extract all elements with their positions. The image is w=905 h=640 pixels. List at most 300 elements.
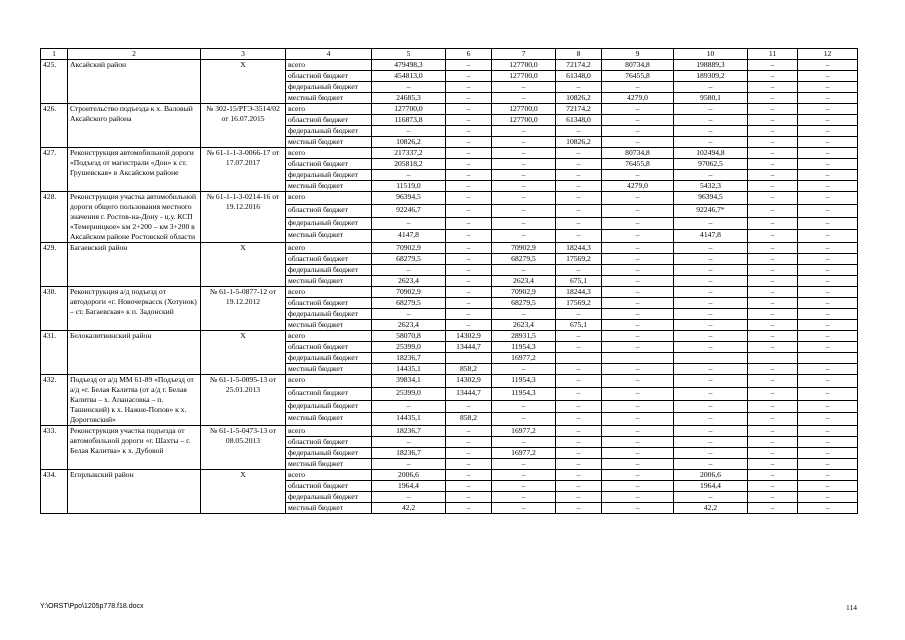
budget-value: –	[492, 459, 556, 470]
budget-value: –	[674, 342, 748, 353]
budget-value: –	[446, 104, 492, 115]
budget-value: –	[602, 492, 674, 503]
entry-name: Реконструкция участка подъезда от автомобильной дороги «г. Шахты – г. Белая Калитва» к х. Дубовой	[68, 426, 201, 470]
column-number: 3	[201, 49, 286, 60]
budget-value: –	[556, 82, 602, 93]
budget-value: 61348,0	[556, 71, 602, 82]
budget-value: –	[798, 448, 858, 459]
budget-value: –	[446, 426, 492, 437]
budget-value: –	[798, 413, 858, 426]
budget-value: 9580,1	[674, 93, 748, 104]
budget-value: –	[602, 387, 674, 400]
budget-value: 13444,7	[446, 387, 492, 400]
budget-value: –	[492, 93, 556, 104]
budget-value: 127700,0	[492, 60, 556, 71]
budget-value: –	[446, 192, 492, 205]
budget-value: –	[446, 320, 492, 331]
budget-value: –	[674, 243, 748, 254]
budget-value: –	[602, 342, 674, 353]
budget-value: 11519,0	[372, 181, 446, 192]
budget-value: 1964,4	[674, 481, 748, 492]
budget-value: 2623,4	[372, 276, 446, 287]
entry-name: Егорлыкский район	[68, 470, 201, 514]
budget-type: федеральный бюджет	[286, 265, 372, 276]
budget-value: –	[446, 400, 492, 413]
budget-value: –	[446, 60, 492, 71]
budget-value: –	[602, 104, 674, 115]
budget-value: –	[372, 126, 446, 137]
budget-value: –	[748, 342, 798, 353]
budget-value: 205818,2	[372, 159, 446, 170]
entry-document: № 61-1-1-3-0214-16 от 19.12.2016	[201, 192, 286, 243]
budget-value: 11954,3	[492, 375, 556, 388]
budget-value: 2623,4	[492, 320, 556, 331]
budget-value: –	[492, 170, 556, 181]
budget-value: –	[492, 82, 556, 93]
budget-value: 10826,2	[372, 137, 446, 148]
budget-value: –	[602, 265, 674, 276]
budget-value: –	[748, 309, 798, 320]
table-row	[41, 375, 858, 388]
budget-value: 18244,3	[556, 287, 602, 298]
entry-document: № 302-15/РГЭ-3514/02 от 16.07.2015	[201, 104, 286, 148]
budget-value: –	[556, 126, 602, 137]
budget-value: –	[446, 448, 492, 459]
table-row	[41, 104, 858, 115]
budget-value: –	[798, 298, 858, 309]
entry-number: 434.	[41, 470, 68, 514]
budget-value: –	[602, 459, 674, 470]
budget-value: 42,2	[372, 503, 446, 514]
budget-value: 858,2	[446, 413, 492, 426]
budget-value: –	[602, 82, 674, 93]
budget-value: 2623,4	[492, 276, 556, 287]
budget-type: всего	[286, 426, 372, 437]
budget-type: федеральный бюджет	[286, 309, 372, 320]
budget-value: –	[674, 437, 748, 448]
budget-value: 454813,0	[372, 71, 446, 82]
budget-value: –	[556, 387, 602, 400]
budget-value: –	[674, 387, 748, 400]
entry-number: 430.	[41, 287, 68, 331]
entry-name: Реконструкция участка автомобильной дороги общего пользования местного значения г. Ростов-на-Дону - ц.у. КСП «Темерницкое» км 2+200 – км 3+200 в Аксайском районе Ростовской области	[68, 192, 201, 243]
budget-value: –	[492, 492, 556, 503]
budget-value: –	[556, 331, 602, 342]
budget-type: местный бюджет	[286, 320, 372, 331]
budget-value: –	[674, 375, 748, 388]
budget-value: –	[602, 331, 674, 342]
budget-value: –	[748, 126, 798, 137]
budget-value: –	[674, 104, 748, 115]
budget-type: местный бюджет	[286, 181, 372, 192]
table-row	[41, 192, 858, 205]
budget-value	[798, 353, 858, 364]
budget-value: –	[556, 230, 602, 243]
budget-value: –	[798, 276, 858, 287]
budget-value: 18236,7	[372, 448, 446, 459]
budget-value: –	[602, 204, 674, 217]
budget-value: –	[674, 426, 748, 437]
budget-value: –	[446, 470, 492, 481]
budget-type: областной бюджет	[286, 342, 372, 353]
budget-value: –	[748, 298, 798, 309]
budget-value: –	[748, 481, 798, 492]
budget-value: –	[446, 287, 492, 298]
budget-value: –	[748, 254, 798, 265]
budget-value: –	[798, 71, 858, 82]
budget-value: 92246,7	[372, 204, 446, 217]
budget-value: 4279,0	[602, 181, 674, 192]
budget-value: –	[674, 287, 748, 298]
budget-value: –	[446, 204, 492, 217]
budget-value: –	[602, 298, 674, 309]
budget-type: местный бюджет	[286, 503, 372, 514]
budget-value: –	[372, 217, 446, 230]
budget-value: 4147,8	[372, 230, 446, 243]
entry-document: № 61-1-5-0877-12 от 19.12.2012	[201, 287, 286, 331]
budget-value: –	[602, 230, 674, 243]
budget-value: –	[798, 375, 858, 388]
budget-value: 70902,9	[492, 287, 556, 298]
budget-value: –	[798, 331, 858, 342]
budget-value: –	[492, 159, 556, 170]
budget-value: –	[446, 230, 492, 243]
budget-value	[674, 353, 748, 364]
budget-value: –	[798, 437, 858, 448]
budget-value: 14435,1	[372, 364, 446, 375]
budget-value: –	[674, 276, 748, 287]
budget-value: 11954,3	[492, 387, 556, 400]
budget-value: 92246,7*	[674, 204, 748, 217]
budget-value: 14302,9	[446, 331, 492, 342]
budget-value: –	[798, 60, 858, 71]
budget-value: 10826,2	[556, 93, 602, 104]
budget-value: 17569,2	[556, 254, 602, 265]
entry-number: 427.	[41, 148, 68, 192]
budget-value: –	[602, 276, 674, 287]
entry-name: Аксайский район	[68, 60, 201, 104]
column-number: 11	[748, 49, 798, 60]
budget-value: –	[748, 93, 798, 104]
budget-value: 76455,8	[602, 71, 674, 82]
budget-value: –	[556, 217, 602, 230]
entry-name: Белокалитвинский район	[68, 331, 201, 375]
budget-value: 72174,2	[556, 104, 602, 115]
budget-value: –	[798, 503, 858, 514]
budget-value: –	[798, 459, 858, 470]
budget-value: –	[556, 181, 602, 192]
budget-value: –	[492, 181, 556, 192]
budget-type: всего	[286, 331, 372, 342]
entry-document: № 61-1-1-3-0066-17 от 17.07.2017	[201, 148, 286, 192]
budget-value: –	[748, 400, 798, 413]
budget-value: 127700,0	[372, 104, 446, 115]
budget-value: 68279,5	[492, 254, 556, 265]
budget-value: –	[748, 230, 798, 243]
budget-type: областной бюджет	[286, 387, 372, 400]
budget-value: –	[556, 459, 602, 470]
budget-value: –	[446, 503, 492, 514]
budget-value: –	[492, 400, 556, 413]
budget-type: федеральный бюджет	[286, 400, 372, 413]
budget-value: –	[492, 364, 556, 375]
budget-type: федеральный бюджет	[286, 170, 372, 181]
budget-value: –	[798, 320, 858, 331]
budget-value: –	[372, 437, 446, 448]
budget-value: –	[602, 309, 674, 320]
budget-value: 479498,3	[372, 60, 446, 71]
budget-value: –	[674, 217, 748, 230]
budget-value: –	[556, 309, 602, 320]
budget-value: –	[748, 426, 798, 437]
budget-value: –	[492, 481, 556, 492]
budget-value: –	[748, 159, 798, 170]
budget-value: –	[492, 204, 556, 217]
budget-value: 217337,2	[372, 148, 446, 159]
budget-value: 5432,3	[674, 181, 748, 192]
budget-value: –	[798, 137, 858, 148]
budget-type: всего	[286, 148, 372, 159]
budget-value: 11954,3	[492, 342, 556, 353]
column-number: 5	[372, 49, 446, 60]
budget-value: –	[492, 265, 556, 276]
budget-value: –	[556, 265, 602, 276]
budget-value: –	[798, 104, 858, 115]
budget-value: –	[748, 265, 798, 276]
budget-value: –	[602, 320, 674, 331]
budget-value: 96394,5	[674, 192, 748, 205]
budget-value: –	[372, 459, 446, 470]
column-number: 7	[492, 49, 556, 60]
budget-value: –	[446, 126, 492, 137]
table-row	[41, 60, 858, 71]
entry-number: 431.	[41, 331, 68, 375]
budget-value: –	[492, 470, 556, 481]
budget-type: областной бюджет	[286, 298, 372, 309]
budget-value: –	[798, 192, 858, 205]
budget-value: –	[674, 170, 748, 181]
budget-value: –	[748, 387, 798, 400]
budget-value: –	[372, 82, 446, 93]
budget-value: –	[556, 470, 602, 481]
budget-value: –	[446, 481, 492, 492]
budget-value: –	[748, 492, 798, 503]
entry-document: Х	[201, 60, 286, 104]
budget-value: –	[492, 309, 556, 320]
budget-value: –	[748, 192, 798, 205]
budget-value: –	[674, 331, 748, 342]
budget-value: –	[372, 265, 446, 276]
budget-type: всего	[286, 243, 372, 254]
budget-type: федеральный бюджет	[286, 126, 372, 137]
budget-value: –	[492, 413, 556, 426]
budget-value: –	[372, 309, 446, 320]
budget-value: –	[602, 437, 674, 448]
budget-value: –	[674, 82, 748, 93]
budget-value: –	[602, 115, 674, 126]
entry-number: 429.	[41, 243, 68, 287]
budget-type: местный бюджет	[286, 230, 372, 243]
budget-value: –	[798, 243, 858, 254]
budget-value: 25399,0	[372, 342, 446, 353]
column-number: 1	[41, 49, 68, 60]
budget-value: –	[446, 265, 492, 276]
budget-type: федеральный бюджет	[286, 353, 372, 364]
budget-value: –	[446, 492, 492, 503]
budget-value: –	[602, 192, 674, 205]
budget-value: –	[798, 159, 858, 170]
budget-value: –	[556, 364, 602, 375]
budget-type: областной бюджет	[286, 115, 372, 126]
budget-value: 70902,9	[372, 287, 446, 298]
budget-value: –	[602, 243, 674, 254]
budget-value: –	[556, 426, 602, 437]
budget-value: –	[748, 437, 798, 448]
budget-type: областной бюджет	[286, 481, 372, 492]
budget-type: областной бюджет	[286, 159, 372, 170]
budget-value: –	[446, 437, 492, 448]
budget-type: всего	[286, 287, 372, 298]
entry-number: 433.	[41, 426, 68, 470]
budget-value: –	[798, 170, 858, 181]
column-number-row	[41, 49, 858, 60]
entry-document: Х	[201, 243, 286, 287]
table-row	[41, 426, 858, 437]
budget-type: местный бюджет	[286, 93, 372, 104]
budget-value: 24685,3	[372, 93, 446, 104]
budget-value: 68279,5	[372, 298, 446, 309]
budget-value: –	[446, 137, 492, 148]
budget-value: 1964,4	[372, 481, 446, 492]
budget-value: –	[602, 448, 674, 459]
budget-value: 4147,8	[674, 230, 748, 243]
budget-type: федеральный бюджет	[286, 82, 372, 93]
budget-type: всего	[286, 104, 372, 115]
budget-value: –	[798, 148, 858, 159]
budget-value: –	[446, 181, 492, 192]
budget-value: 70902,9	[372, 243, 446, 254]
entry-name: Багаевский район	[68, 243, 201, 287]
budget-type: местный бюджет	[286, 137, 372, 148]
budget-value: –	[556, 148, 602, 159]
budget-value: –	[674, 254, 748, 265]
budget-value: 675,1	[556, 320, 602, 331]
budget-value: –	[748, 243, 798, 254]
budget-value: –	[674, 298, 748, 309]
budget-value: –	[602, 287, 674, 298]
budget-value: –	[748, 470, 798, 481]
budget-value: 16977,2	[492, 353, 556, 364]
budget-type: всего	[286, 375, 372, 388]
budget-value: –	[674, 115, 748, 126]
budget-value: –	[556, 448, 602, 459]
entry-name: Реконструкция а/д подъезд от автодороги «г. Новочеркасск (Хотунок) – ст. Багаевская» к п. Задонский	[68, 287, 201, 331]
budget-value: 61348,0	[556, 115, 602, 126]
budget-value: –	[446, 82, 492, 93]
budget-value: –	[798, 426, 858, 437]
budget-value: –	[556, 492, 602, 503]
budget-value: –	[748, 276, 798, 287]
column-number: 9	[602, 49, 674, 60]
budget-value: –	[602, 217, 674, 230]
budget-value: –	[748, 320, 798, 331]
budget-value: –	[492, 126, 556, 137]
budget-value: –	[556, 204, 602, 217]
budget-value: 16977,2	[492, 426, 556, 437]
budget-value: –	[748, 181, 798, 192]
budget-value: 127700,0	[492, 104, 556, 115]
budget-value: –	[602, 481, 674, 492]
budget-value: –	[446, 93, 492, 104]
budget-value: –	[492, 217, 556, 230]
budget-value: –	[556, 375, 602, 388]
budget-value: –	[798, 481, 858, 492]
table-row	[41, 148, 858, 159]
budget-value: –	[446, 159, 492, 170]
budget-value: –	[492, 230, 556, 243]
budget-type: всего	[286, 470, 372, 481]
budget-value: –	[674, 126, 748, 137]
budget-type: местный бюджет	[286, 276, 372, 287]
budget-value	[556, 353, 602, 364]
budget-value: –	[748, 104, 798, 115]
budget-value: –	[674, 364, 748, 375]
entry-number: 425.	[41, 60, 68, 104]
budget-value: –	[674, 459, 748, 470]
budget-value: –	[798, 364, 858, 375]
budget-type: всего	[286, 60, 372, 71]
entry-name: Подъезд от а/д ММ 61-89 «Подъезд от а/д «г. Белая Калитва (от а/д г. Белая Калитва – х. Апанасовка – п. Ташинский) к х. Нажне-Попов» к х. Дороговский»	[68, 375, 201, 426]
budget-value: –	[372, 492, 446, 503]
budget-value: –	[602, 503, 674, 514]
budget-value: –	[798, 265, 858, 276]
budget-value: –	[798, 309, 858, 320]
budget-type: областной бюджет	[286, 437, 372, 448]
budget-value: 4279,0	[602, 93, 674, 104]
budget-value: 80734,8	[602, 60, 674, 71]
budget-type: всего	[286, 192, 372, 205]
budget-value: –	[372, 170, 446, 181]
budget-value: –	[446, 276, 492, 287]
budget-value: 70902,9	[492, 243, 556, 254]
budget-value: –	[602, 126, 674, 137]
budget-value: 17569,2	[556, 298, 602, 309]
entry-number: 432.	[41, 375, 68, 426]
budget-value: –	[602, 413, 674, 426]
budget-value: –	[798, 230, 858, 243]
budget-value: 116873,8	[372, 115, 446, 126]
budget-value: 127700,0	[492, 71, 556, 82]
budget-value: 18244,3	[556, 243, 602, 254]
budget-value: –	[748, 331, 798, 342]
budget-value: 18236,7	[372, 353, 446, 364]
budget-value: –	[798, 342, 858, 353]
budget-type: местный бюджет	[286, 413, 372, 426]
budget-value: –	[798, 470, 858, 481]
budget-value: –	[492, 148, 556, 159]
budget-value: –	[674, 413, 748, 426]
budget-value: 189309,2	[674, 71, 748, 82]
budget-value: 13444,7	[446, 342, 492, 353]
entry-document: Х	[201, 331, 286, 375]
budget-value: 42,2	[674, 503, 748, 514]
budget-type: федеральный бюджет	[286, 448, 372, 459]
entry-number: 428.	[41, 192, 68, 243]
budget-value: –	[798, 387, 858, 400]
budget-value: –	[446, 170, 492, 181]
budget-value: –	[674, 492, 748, 503]
budget-type: местный бюджет	[286, 459, 372, 470]
